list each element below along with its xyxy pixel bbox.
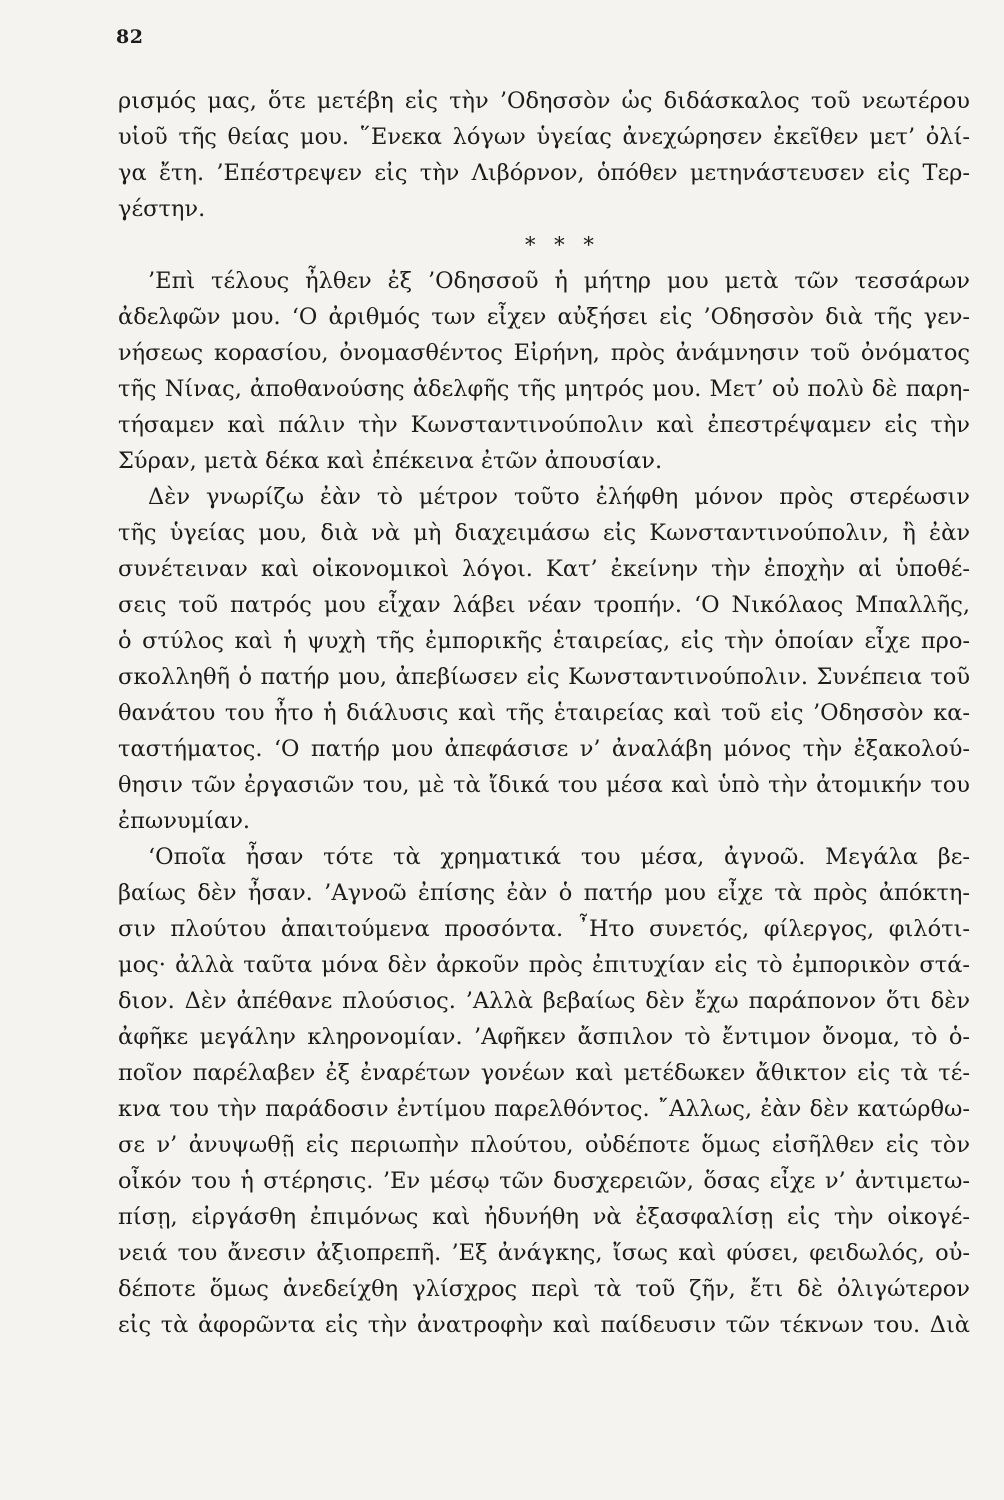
text-line: τῆς Νίνας, ἀποθανούσης ἀδελφῆς τῆς μητρός μου. Μετ’ οὐ πολὺ δὲ παρη- <box>118 376 970 402</box>
text-line: δέποτε ὅμως ἀνεδείχθη γλίσχρος περὶ τὰ τοῦ ζῆν, ἔτι δὲ ὀλιγώτερον <box>118 1276 970 1302</box>
text-line: συνέτειναν καὶ οἰκονομικοὶ λόγοι. Κατ’ ἐκείνην τὴν ἐποχὴν αἱ ὑποθέ- <box>118 556 970 582</box>
text-line: υἱοῦ τῆς θείας μου. ῞Ενεκα λόγων ὑγείας ἀνεχώρησεν ἐκεῖθεν μετ’ ὀλί- <box>118 124 970 150</box>
text-line: μος· ἀλλὰ ταῦτα μόνα δὲν ἀρκοῦν πρὸς ἐπιτυχίαν εἰς τὸ ἐμπορικὸν στά- <box>118 952 970 978</box>
text-line: οἶκόν του ἡ στέρησις. ’Εν μέσῳ τῶν δυσχερειῶν, ὅσας εἶχε ν’ ἀντιμετω- <box>118 1168 970 1194</box>
text-line: εἰς τὰ ἀφορῶντα εἰς τὴν ἀνατροφὴν καὶ παίδευσιν τῶν τέκνων του. Διὰ <box>118 1312 970 1338</box>
text-line: τῆς ὑγείας μου, διὰ νὰ μὴ διαχειμάσω εἰς Κωνσταντινούπολιν, ἢ ἐὰν <box>118 520 970 546</box>
text-line: γέστην. <box>118 196 206 222</box>
text-line: ταστήματος. ‘Ο πατήρ μου ἀπεφάσισε ν’ ἀναλάβη μόνος τὴν ἐξακολού- <box>118 736 970 762</box>
text-line: ποῖον παρέλαβεν ἐξ ἐναρέτων γονέων καὶ μετέδωκεν ἄθικτον εἰς τὰ τέ- <box>118 1060 970 1086</box>
text-line: κνα του τὴν παράδοσιν ἐντίμου παρελθόντος. ῎Αλλως, ἐὰν δὲν κατώρθω- <box>118 1096 970 1122</box>
body-text <box>118 83 970 1343</box>
text-line: ὁ στύλος καὶ ἡ ψυχὴ τῆς ἐμπορικῆς ἑταιρείας, εἰς τὴν ὁποίαν εἶχε προ- <box>118 628 970 654</box>
text-line: σεις τοῦ πατρός μου εἶχαν λάβει νέαν τροπήν. ‘Ο Νικόλαος Μπαλλῆς, <box>118 592 970 618</box>
text-line: νήσεως κορασίου, ὀνομασθέντος Εἰρήνη, πρὸς ἀνάμνησιν τοῦ ὀνόματος <box>118 340 970 366</box>
text-line: Δὲν γνωρίζω ἐὰν τὸ μέτρον τοῦτο ἐλήφθη μόνον πρὸς στερέωσιν <box>148 484 970 510</box>
text-line: σε ν’ ἀνυψωθῇ εἰς περιωπὴν πλούτου, οὐδέποτε ὅμως εἰσῆλθεν εἰς τὸν <box>118 1132 970 1158</box>
text-line: ἀφῆκε μεγάλην κληρονομίαν. ’Αφῆκεν ἄσπιλον τὸ ἔντιμον ὄνομα, τὸ ὁ- <box>118 1024 970 1050</box>
text-line: ἐπωνυμίαν. <box>118 808 251 834</box>
text-line: ρισμός μας, ὅτε μετέβη εἰς τὴν ’Οδησσὸν ὡς διδάσκαλος τοῦ νεωτέρου <box>118 88 970 114</box>
page-number: 82 <box>116 26 144 48</box>
text-line: θησιν τῶν ἐργασιῶν του, μὲ τὰ ἴδικά του μέσα καὶ ὑπὸ τὴν ἀτομικήν του <box>118 772 970 798</box>
text-line: νειά του ἄνεσιν ἀξιοπρεπῆ. ’Εξ ἀνάγκης, ἴσως καὶ φύσει, φειδωλός, οὐ- <box>118 1240 970 1266</box>
text-line: ’Επὶ τέλους ἦλθεν ἐξ ’Οδησσοῦ ἡ μήτηρ μου μετὰ τῶν τεσσάρων <box>148 268 970 294</box>
text-line: βαίως δὲν ἦσαν. ’Αγνοῶ ἐπίσης ἐὰν ὁ πατήρ μου εἶχε τὰ πρὸς ἀπόκτη- <box>118 880 970 906</box>
text-line: διον. Δὲν ἀπέθανε πλούσιος. ’Αλλὰ βεβαίως δὲν ἔχω παράπονον ὅτι δὲν <box>118 988 970 1014</box>
section-separator: * * * <box>525 233 600 257</box>
text-line: Σύραν, μετὰ δέκα καὶ ἐπέκεινα ἐτῶν ἀπουσίαν. <box>118 448 663 474</box>
text-line: σκολληθῆ ὁ πατήρ μου, ἀπεβίωσεν εἰς Κωνσταντινούπολιν. Συνέπεια τοῦ <box>118 664 970 690</box>
text-line: θανάτου του ἦτο ἡ διάλυσις καὶ τῆς ἑταιρείας καὶ τοῦ εἰς ’Οδησσὸν κα- <box>118 700 970 726</box>
text-line: σιν πλούτου ἀπαιτούμενα προσόντα. ῏Ητο συνετός, φίλεργος, φιλότι- <box>118 916 970 942</box>
text-line: ἀδελφῶν μου. ‘Ο ἀριθμός των εἶχεν αὐξήσει εἰς ’Οδησσὸν διὰ τῆς γεν- <box>118 304 970 330</box>
text-line: ‘Οποῖα ἦσαν τότε τὰ χρηματικά του μέσα, ἀγνοῶ. Μεγάλα βε- <box>148 844 970 870</box>
text-line: γα ἔτη. ’Επέστρεψεν εἰς τὴν Λιβόρνον, ὁπόθεν μετηνάστευσεν εἰς Τερ- <box>118 160 970 186</box>
text-line: πίσῃ, εἰργάσθη ἐπιμόνως καὶ ἠδυνήθη νὰ ἐξασφαλίσῃ εἰς τὴν οἰκογέ- <box>118 1204 970 1230</box>
text-line: τήσαμεν καὶ πάλιν τὴν Κωνσταντινούπολιν καὶ ἐπεστρέψαμεν εἰς τὴν <box>118 412 970 438</box>
